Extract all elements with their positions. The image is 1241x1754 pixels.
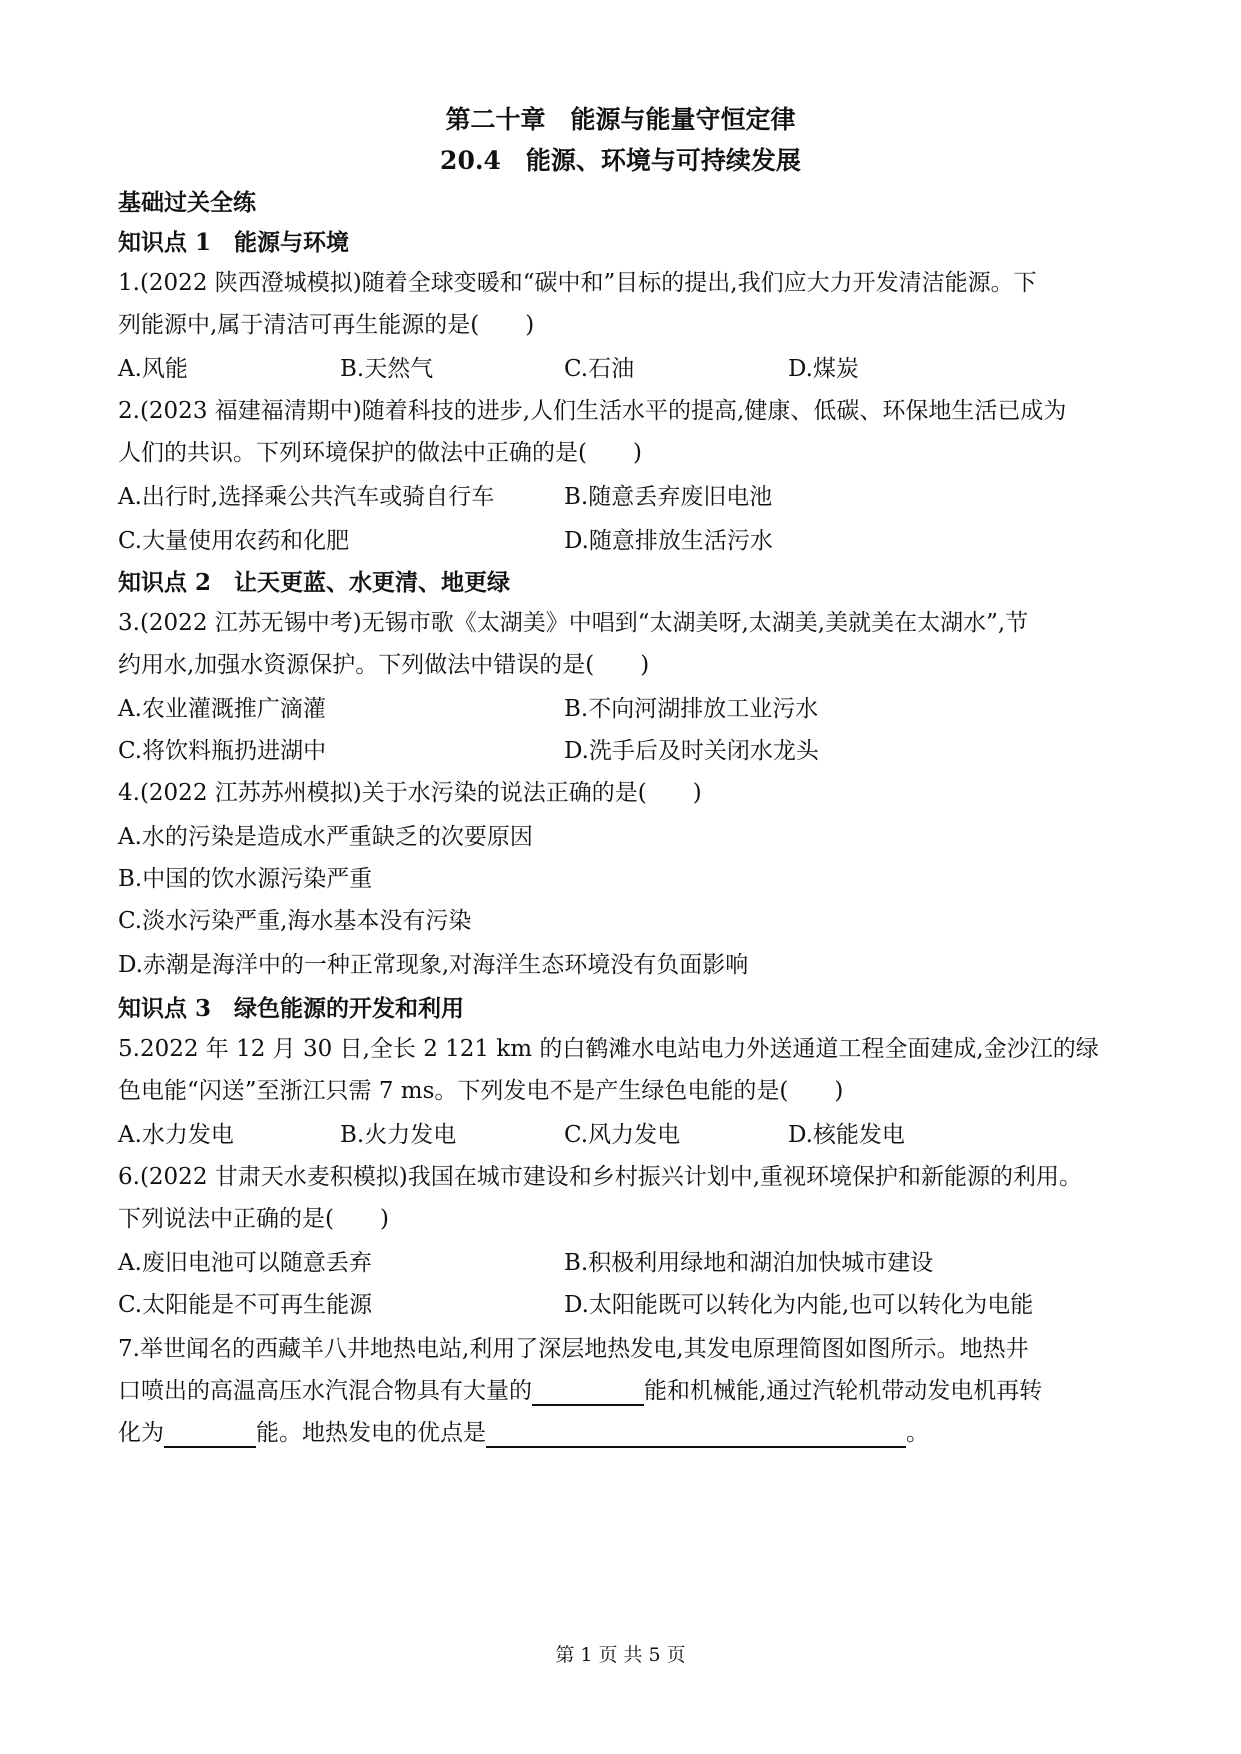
section-title: 20.4 能源、环境与可持续发展 [440, 146, 801, 175]
knowledge-point-3: 知识点 3 绿色能源的开发和利用 [118, 995, 465, 1022]
question-7-line-1: 7.举世闻名的西藏羊八井地热电站,利用了深层地热发电,其发电原理简图如图所示。地热井 [118, 1336, 1029, 1362]
question-7-blank-2[interactable] [164, 1422, 256, 1448]
question-4-line-1: 4.(2022 江苏苏州模拟)关于水污染的说法正确的是( ) [118, 780, 702, 806]
question-5-option-c: C.风力发电 [564, 1122, 681, 1148]
question-7-blank-1[interactable] [532, 1380, 644, 1406]
knowledge-point-2: 知识点 2 让天更蓝、水更清、地更绿 [118, 569, 511, 596]
chapter-title: 第二十章 能源与能量守恒定律 [445, 105, 796, 134]
question-5-line-1: 5.2022 年 12 月 30 日,全长 2 121 km 的白鹤滩水电站电力外送通道工程全面建成,金沙江的绿 [118, 1036, 1099, 1062]
question-4-option-d: D.赤潮是海洋中的一种正常现象,对海洋生态环境没有负面影响 [118, 952, 749, 978]
section-label: 基础过关全练 [118, 189, 256, 216]
question-2-line-1: 2.(2023 福建福清期中)随着科技的进步,人们生活水平的提高,健康、低碳、环保地生活已成为 [118, 398, 1067, 424]
question-7-text-1: 口喷出的高温高压水汽混合物具有大量的 [118, 1378, 532, 1404]
question-7-text-5: 。 [906, 1420, 929, 1446]
question-1-line-1: 1.(2022 陕西澄城模拟)随着全球变暖和“碳中和”目标的提出,我们应大力开发清洁能源。下 [118, 270, 1037, 296]
question-2-option-a: A.出行时,选择乘公共汽车或骑自行车 [118, 484, 495, 510]
question-4-option-c: C.淡水污染严重,海水基本没有污染 [118, 908, 472, 934]
question-3-option-b: B.不向河湖排放工业污水 [564, 696, 819, 722]
question-6-option-b: B.积极利用绿地和湖泊加快城市建设 [564, 1250, 934, 1276]
question-1-option-a: A.风能 [118, 356, 188, 382]
question-6-option-d: D.太阳能既可以转化为内能,也可以转化为电能 [564, 1292, 1034, 1318]
question-6-option-a: A.废旧电池可以随意丢弃 [118, 1250, 372, 1276]
question-3-line-2: 约用水,加强水资源保护。下列做法中错误的是( ) [118, 652, 650, 678]
question-2-option-c: C.大量使用农药和化肥 [118, 528, 350, 554]
question-1-option-b: B.天然气 [340, 356, 434, 382]
question-7-text-3: 化为 [118, 1420, 164, 1446]
question-2-option-d: D.随意排放生活污水 [564, 528, 773, 554]
question-6-line-2: 下列说法中正确的是( ) [118, 1206, 389, 1232]
question-7-text-4: 能。地热发电的优点是 [256, 1420, 486, 1446]
question-7-text-2: 能和机械能,通过汽轮机带动发电机再转 [644, 1378, 1043, 1404]
question-3-option-a: A.农业灌溉推广滴灌 [118, 696, 326, 722]
question-4-option-a: A.水的污染是造成水严重缺乏的次要原因 [118, 824, 533, 850]
question-5-option-b: B.火力发电 [340, 1122, 457, 1148]
question-6-option-c: C.太阳能是不可再生能源 [118, 1292, 373, 1318]
question-3-line-1: 3.(2022 江苏无锡中考)无锡市歌《太湖美》中唱到“太湖美呀,太湖美,美就美在太湖水”,节 [118, 610, 1029, 636]
question-1-option-d: D.煤炭 [788, 356, 859, 382]
question-3-option-d: D.洗手后及时关闭水龙头 [564, 738, 819, 764]
knowledge-point-1: 知识点 1 能源与环境 [118, 229, 350, 256]
question-5-line-2: 色电能“闪送”至浙江只需 7 ms。下列发电不是产生绿色电能的是( ) [118, 1078, 844, 1104]
question-1-line-2: 列能源中,属于清洁可再生能源的是( ) [118, 312, 535, 338]
question-5-option-a: A.水力发电 [118, 1122, 234, 1148]
question-7-line-2 [118, 1376, 1042, 1406]
question-1-option-c: C.石油 [564, 356, 635, 382]
question-6-line-1: 6.(2022 甘肃天水麦积模拟)我国在城市建设和乡村振兴计划中,重视环境保护和新能源的利用。 [118, 1164, 1083, 1190]
question-3-option-c: C.将饮料瓶扔进湖中 [118, 738, 327, 764]
question-2-option-b: B.随意丢弃废旧电池 [564, 484, 773, 510]
question-5-option-d: D.核能发电 [788, 1122, 905, 1148]
question-4-option-b: B.中国的饮水源污染严重 [118, 866, 373, 892]
question-2-line-2: 人们的共识。下列环境保护的做法中正确的是( ) [118, 440, 642, 466]
question-7-line-3 [118, 1418, 929, 1448]
question-7-blank-3[interactable] [486, 1422, 906, 1448]
page-footer: 第 1 页 共 5 页 [555, 1644, 686, 1666]
